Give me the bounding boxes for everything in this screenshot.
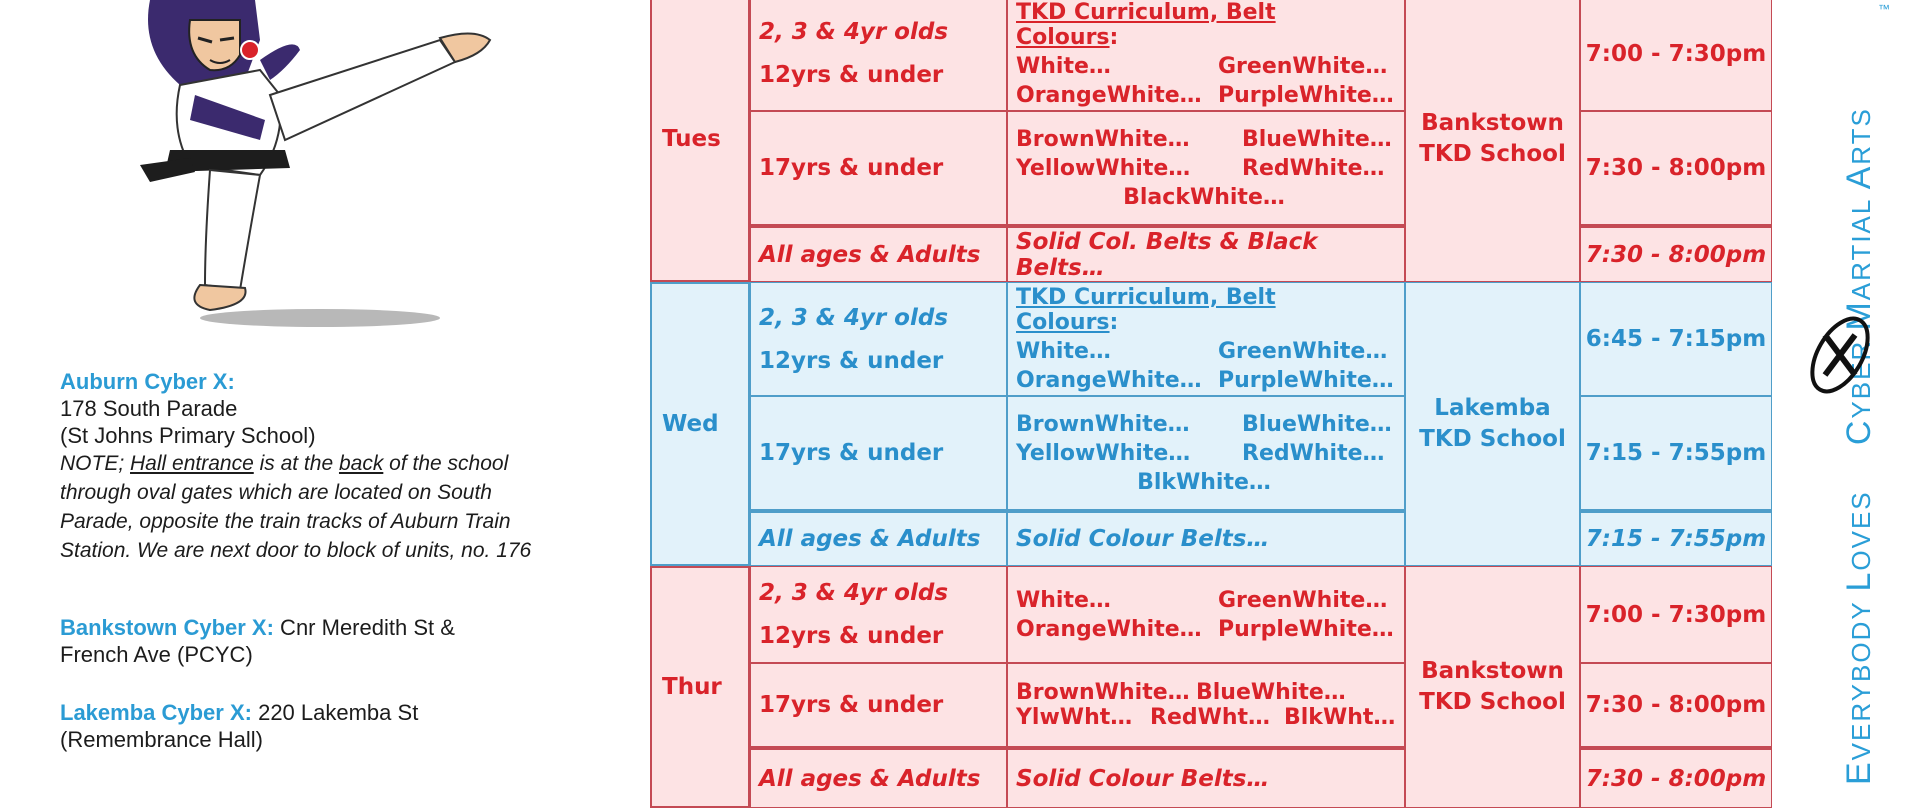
belt-label: YellowWhite…: [1016, 440, 1191, 466]
class-schedule-table: [650, 0, 1772, 808]
lakemba-location-title: Lakemba Cyber X:: [60, 700, 252, 725]
belt-label: BlueWhite…: [1242, 411, 1392, 437]
banner-w1: VERYBODY: [1846, 591, 1876, 761]
wed-row1-belts: [1007, 282, 1405, 396]
everybody-loves-cyber-martial-arts-banner: [1840, 107, 1879, 785]
thur-row2-age: 17yrs & under: [750, 663, 1007, 747]
banner-w3-cap: C: [1840, 418, 1878, 446]
belt-label: YellowWhite…: [1016, 155, 1191, 181]
banner-w4: ARTIAL: [1846, 189, 1876, 301]
auburn-address-line1: 178 South Parade: [60, 396, 238, 421]
wed-row3-belts: Solid Colour Belts…: [1007, 510, 1405, 566]
bankstown-location: [60, 614, 560, 668]
tues-row2-belts: [1007, 111, 1405, 225]
thur-row2-belts: [1007, 663, 1405, 747]
belt-label: OrangeWhite…: [1016, 82, 1202, 108]
thur-row1-belts: [1007, 566, 1405, 663]
cyber-x-logo-icon: [1795, 295, 1885, 415]
colon: :: [1109, 24, 1119, 50]
wed-row1-ages: [750, 282, 1007, 396]
belt-label: White…: [1016, 339, 1111, 364]
belt-label: BrownWhite…: [1016, 411, 1190, 437]
trademark-symbol: ™: [1878, 2, 1890, 16]
auburn-location-title: Auburn Cyber X:: [60, 369, 235, 394]
taekwondo-kicker-mascot-icon: [110, 0, 500, 330]
banner-w2-cap: L: [1840, 570, 1878, 592]
belt-label: BlueWhite…: [1196, 680, 1346, 705]
day-tues: Tues: [650, 0, 750, 282]
tues-row2-age: 17yrs & under: [750, 111, 1007, 225]
wed-school: [1405, 282, 1580, 566]
thur-row3-age: All ages & Adults: [750, 747, 1007, 808]
belt-label: RedWhite…: [1242, 440, 1385, 466]
belt-label: BrownWhite…: [1016, 680, 1190, 705]
tues-school: [1405, 0, 1580, 282]
thur-row3-belts: Solid Colour Belts…: [1007, 747, 1405, 808]
bankstown-address-line2: French Ave (PCYC): [60, 642, 253, 667]
tues-row1-belts: [1007, 0, 1405, 111]
thur-school-line1: Bankstown: [1421, 658, 1564, 684]
note-mid: is at the: [253, 452, 339, 475]
tues-row3-age: All ages & Adults: [750, 225, 1007, 282]
note-back: back: [338, 452, 384, 475]
belt-label: RedWhite…: [1242, 155, 1385, 181]
wed-age-toddlers: 2, 3 & 4yr olds: [759, 304, 949, 331]
auburn-location: [60, 368, 660, 565]
note-line4: Station. We are next door to block of units, no. 176: [60, 539, 532, 562]
wed-row2-age: 17yrs & under: [750, 396, 1007, 510]
wed-row3-age: All ages & Adults: [750, 510, 1007, 566]
tues-row1-time: 7:00 - 7:30pm: [1580, 0, 1772, 111]
belt-label: White…: [1016, 53, 1111, 79]
day-thur: Thur: [650, 566, 750, 808]
belt-label: BlueWhite…: [1242, 126, 1392, 152]
bankstown-location-title: Bankstown Cyber X:: [60, 615, 274, 640]
banner-w3: YBER: [1846, 330, 1876, 419]
belt-label: BlkWhite…: [1137, 469, 1271, 495]
tues-school-line1: Bankstown: [1421, 110, 1564, 136]
lakemba-location: [60, 699, 560, 753]
tues-row2-time: 7:30 - 8:00pm: [1580, 111, 1772, 225]
tues-row1-ages: [750, 0, 1007, 111]
thur-row3-time: 7:30 - 8:00pm: [1580, 747, 1772, 808]
auburn-address-line2: (St Johns Primary School): [60, 423, 316, 448]
belt-label: OrangeWhite…: [1016, 616, 1202, 642]
colon: :: [1109, 310, 1119, 335]
thur-age-toddlers: 2, 3 & 4yr olds: [759, 580, 949, 606]
belt-label: BlkWht…: [1284, 705, 1396, 730]
wed-row1-time: 6:45 - 7:15pm: [1580, 282, 1772, 396]
wed-row3-time: 7:15 - 7:55pm: [1580, 510, 1772, 566]
thur-row1-ages: [750, 566, 1007, 663]
auburn-note: [60, 449, 660, 565]
banner-w4-cap: M: [1840, 300, 1878, 331]
belt-label: PurpleWhite…: [1218, 368, 1394, 393]
belt-label: RedWht…: [1150, 705, 1271, 730]
note-prefix: NOTE;: [60, 452, 131, 475]
belt-label: BlackWhite…: [1123, 184, 1285, 210]
belt-label: PurpleWhite…: [1218, 616, 1394, 642]
wed-age-12: 12yrs & under: [759, 347, 944, 374]
tues-row3-belts: Solid Col. Belts & Black Belts…: [1007, 225, 1405, 282]
belt-label: OrangeWhite…: [1016, 368, 1202, 393]
banner-w5: RTS: [1846, 107, 1876, 165]
day-wed: Wed: [650, 282, 750, 566]
tues-age-12: 12yrs & under: [759, 62, 944, 88]
wed-school-line2: TKD School: [1419, 426, 1566, 452]
wed-row2-time: 7:15 - 7:55pm: [1580, 396, 1772, 510]
thur-age-12: 12yrs & under: [759, 623, 944, 649]
belt-label: YlwWht…: [1016, 705, 1133, 730]
belt-label: GreenWhite…: [1218, 587, 1388, 613]
tues-row3-time: 7:30 - 8:00pm: [1580, 225, 1772, 282]
tues-curriculum-header: TKD Curriculum, Belt Colours: [1016, 0, 1276, 50]
belt-label: GreenWhite…: [1218, 53, 1388, 79]
note-line2: through oval gates which are located on South: [60, 481, 492, 504]
banner-w2: OVES: [1846, 481, 1876, 571]
thur-school-line2: TKD School: [1419, 689, 1566, 715]
belt-label: BrownWhite…: [1016, 126, 1190, 152]
belt-label: PurpleWhite…: [1218, 82, 1394, 108]
belt-label: White…: [1016, 587, 1111, 613]
thur-row2-time: 7:30 - 8:00pm: [1580, 663, 1772, 747]
thur-row1-time: 7:00 - 7:30pm: [1580, 566, 1772, 663]
wed-school-line1: Lakemba: [1434, 395, 1551, 421]
tues-school-line2: TKD School: [1419, 141, 1566, 167]
wed-row2-belts: [1007, 396, 1405, 510]
banner-w1-cap: E: [1840, 760, 1878, 785]
bankstown-address-line1: Cnr Meredith St &: [273, 615, 455, 640]
lakemba-address-line1: 220 Lakemba St: [251, 700, 419, 725]
banner-w5-cap: A: [1840, 164, 1878, 190]
thur-school: [1405, 566, 1580, 808]
note-hall-entrance: Hall entrance: [130, 452, 254, 475]
tues-age-toddlers: 2, 3 & 4yr olds: [759, 19, 949, 45]
note-rest: of the school: [383, 452, 509, 475]
lakemba-address-line2: (Remembrance Hall): [60, 727, 263, 752]
note-line3: Parade, opposite the train tracks of Auburn Train: [60, 510, 511, 533]
belt-label: GreenWhite…: [1218, 339, 1388, 364]
wed-curriculum-header: TKD Curriculum, Belt Colours: [1016, 285, 1276, 335]
